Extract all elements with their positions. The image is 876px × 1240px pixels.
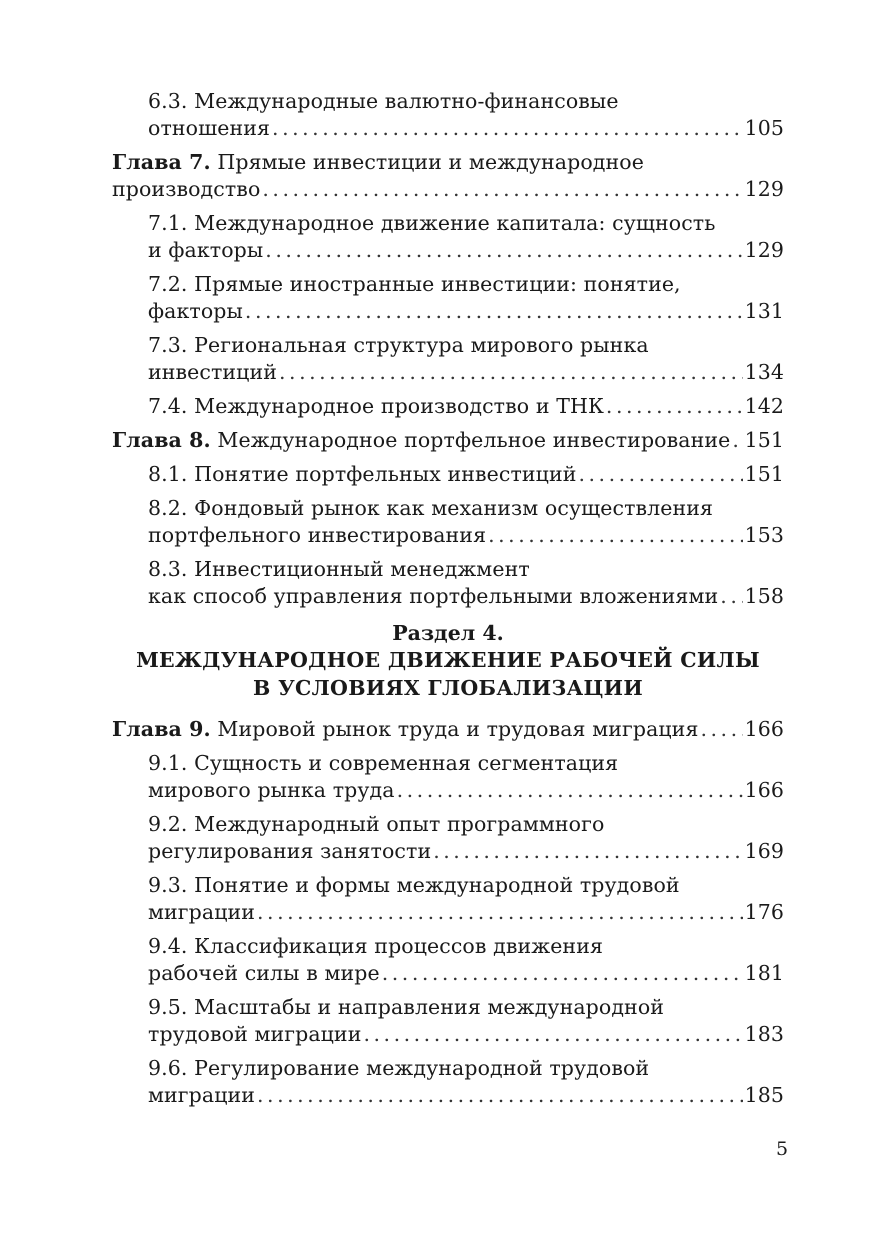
toc-entry-title-cont: отношения — [148, 116, 271, 140]
toc-page-number: 134 — [744, 360, 784, 384]
toc-entry-title: 8.1. Понятие портфельных инвестиций — [148, 462, 577, 486]
toc-entry-title: 7.4. Международное производство и ТНК — [148, 394, 604, 418]
toc-entry-9-6[interactable] — [112, 1055, 784, 1109]
toc-entry-title: 9.4. Классификация процессов движения — [148, 934, 603, 958]
toc-chapter-8[interactable] — [112, 427, 784, 454]
section-title-line-1: МЕЖДУНАРОДНОЕ ДВИЖЕНИЕ РАБОЧЕЙ СИЛЫ — [136, 648, 760, 672]
toc-entry-title: 9.6. Регулирование международной трудовой — [148, 1056, 650, 1080]
toc-entry-title: 8.2. Фондовый рынок как механизм осуществления — [148, 496, 714, 520]
toc-entry-title-cont: миграции — [148, 1083, 256, 1107]
toc-entry-9-3[interactable] — [112, 872, 784, 926]
dot-leader — [397, 777, 743, 804]
toc-entry-title-cont: регулирования занятости — [148, 839, 432, 863]
section-heading — [112, 620, 784, 702]
dot-leader — [578, 461, 742, 488]
chapter-label: Глава 7. — [112, 150, 211, 174]
toc-entry-title: 9.2. Международный опыт программного — [148, 812, 605, 836]
toc-entry-9-2[interactable] — [112, 811, 784, 865]
toc-entry-9-1[interactable] — [112, 750, 784, 804]
dot-leader — [265, 237, 742, 264]
toc-entry-title: 9.1. Сущность и современная сегментация — [148, 751, 619, 775]
dot-leader — [433, 838, 742, 865]
toc-page-number: 142 — [744, 394, 784, 418]
toc-entry-title: Мировой рынок труда и трудовая миграция — [210, 717, 699, 741]
toc-entry-title: Прямые инвестиции и международное — [210, 150, 644, 174]
dot-leader — [488, 522, 742, 549]
toc-entry-title: 7.2. Прямые иностранные инвестиции: понятие, — [148, 272, 681, 296]
toc-entry-title-cont: факторы — [148, 299, 243, 323]
page-folio-number: 5 — [776, 1138, 789, 1160]
toc-page-number: 181 — [744, 961, 784, 985]
toc-entry-title-cont: миграции — [148, 900, 256, 924]
toc-page-number: 151 — [744, 428, 784, 452]
toc-entry-title: 7.1. Международное движение капитала: сущность — [148, 211, 716, 235]
toc-entry-title: 9.5. Масштабы и направления международной — [148, 995, 665, 1019]
toc-entry-title-cont: мирового рынка труда — [148, 778, 395, 802]
toc-entry-title-cont: трудовой миграции — [148, 1022, 362, 1046]
toc-entry-8-2[interactable] — [112, 495, 784, 549]
toc-page-number: 183 — [744, 1022, 784, 1046]
toc-entry-title: 7.3. Региональная структура мирового рынка — [148, 333, 649, 357]
toc-page-number: 158 — [744, 584, 784, 608]
toc-page-number: 185 — [744, 1083, 784, 1107]
toc-entry-title-cont: рабочей силы в мире — [148, 961, 380, 985]
section-title-line-2: В УСЛОВИЯХ ГЛОБАЛИЗАЦИИ — [253, 676, 643, 700]
toc-page-number: 153 — [744, 523, 784, 547]
toc-entry-title-cont: инвестиций — [148, 360, 277, 384]
dot-leader — [257, 1082, 743, 1109]
toc-chapter-7[interactable] — [112, 149, 784, 203]
toc-entry-7-4[interactable] — [112, 393, 784, 420]
chapter-label: Глава 9. — [112, 717, 211, 741]
toc-page-number: 129 — [744, 238, 784, 262]
toc-entry-title-cont: производство — [112, 177, 261, 201]
dot-leader — [363, 1021, 742, 1048]
toc-entry-title: 6.3. Международные валютно-финансовые — [148, 89, 619, 113]
dot-leader — [272, 115, 743, 142]
dot-leader — [732, 427, 742, 454]
toc-entry-title-cont: портфельного инвестирования — [148, 523, 487, 547]
section-label: Раздел 4. — [392, 621, 504, 645]
toc-entry-7-3[interactable] — [112, 332, 784, 386]
toc-entry-8-3[interactable] — [112, 556, 784, 610]
toc-entry-6-3[interactable] — [112, 88, 784, 142]
toc-page-number: 151 — [744, 462, 784, 486]
toc-entry-title-cont: как способ управления портфельными вложениями — [148, 584, 719, 608]
dot-leader — [262, 176, 742, 203]
toc-entry-title: 9.3. Понятие и формы международной трудовой — [148, 873, 680, 897]
toc-chapter-9[interactable] — [112, 716, 784, 743]
dot-leader — [257, 899, 743, 926]
toc-page-number: 131 — [744, 299, 784, 323]
toc-entry-9-5[interactable] — [112, 994, 784, 1048]
chapter-label: Глава 8. — [112, 428, 211, 452]
toc-page-number: 105 — [744, 116, 784, 140]
dot-leader — [382, 960, 743, 987]
toc-page-number: 166 — [744, 778, 784, 802]
table-of-contents — [112, 88, 784, 1116]
toc-entry-title: Международное портфельное инвестирование — [210, 428, 731, 452]
toc-entry-7-2[interactable] — [112, 271, 784, 325]
dot-leader — [245, 298, 743, 325]
dot-leader — [279, 359, 743, 386]
dot-leader — [720, 583, 742, 610]
toc-page-number: 169 — [744, 839, 784, 863]
dot-leader — [606, 393, 743, 420]
toc-entry-title: 8.3. Инвестиционный менеджмент — [148, 557, 530, 581]
toc-entry-7-1[interactable] — [112, 210, 784, 264]
toc-page-number: 176 — [744, 900, 784, 924]
toc-entry-title-cont: и факторы — [148, 238, 264, 262]
toc-entry-8-1[interactable] — [112, 461, 784, 488]
dot-leader — [700, 716, 742, 743]
toc-entry-9-4[interactable] — [112, 933, 784, 987]
toc-page-number: 166 — [744, 717, 784, 741]
toc-page-number: 129 — [744, 177, 784, 201]
